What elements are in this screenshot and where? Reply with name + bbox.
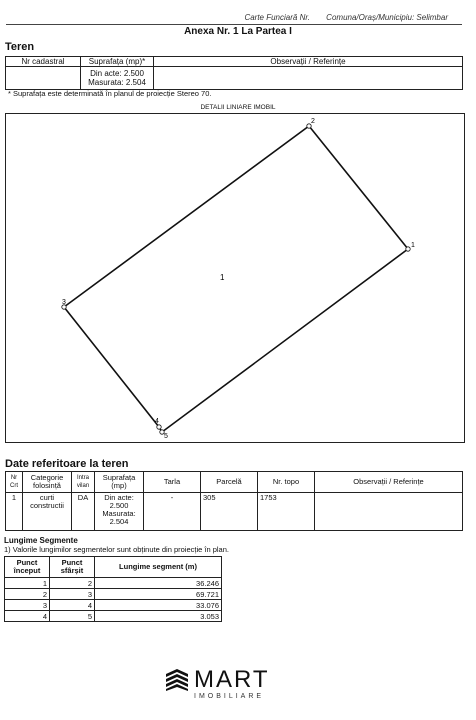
teren-suprafata-cell: [81, 67, 154, 90]
dr-header-observatii: Observații / Referințe: [315, 472, 463, 493]
teren-suprafata-masurata: Masurata: 2.504: [88, 78, 146, 87]
seg-start: 2: [5, 589, 50, 600]
logo-name: MART: [194, 666, 270, 693]
document-header: [230, 13, 448, 22]
dr-suprafata-acte: Din acte: 2.500: [104, 493, 134, 510]
dr-suprafata-masurata: Masurata: 2.504: [102, 509, 136, 526]
teren-title: Teren: [5, 41, 35, 53]
seg-start: 3: [5, 600, 50, 611]
parcel-label: 1: [220, 273, 225, 282]
segments-subtitle: 1) Valorile lungimilor segmentelor sunt obținute din proiecție în plan.: [4, 545, 229, 554]
seg-length: 33.076: [95, 600, 222, 611]
table-row: [5, 589, 222, 600]
teren-header-nr-cadastral: Nr cadastral: [6, 57, 81, 67]
vertex-label: 5: [164, 433, 168, 440]
carte-funciara-label: Carte Funciară Nr.: [244, 13, 310, 22]
seg-length: 3.053: [95, 611, 222, 622]
vertex-marker: [157, 425, 161, 429]
seg-header-end: Punct sfârșit: [50, 557, 95, 578]
segments-table: [4, 556, 222, 622]
smart-logo-icon: [164, 668, 190, 692]
dr-intravilan: DA: [72, 493, 95, 531]
logo-subtitle: IMOBILIARE: [194, 693, 265, 700]
dr-header-parcela: Parcelă: [201, 472, 258, 493]
drawing-title: DETALII LINIARE IMOBIL: [200, 104, 276, 111]
dr-categorie: curti constructii: [23, 493, 72, 531]
seg-length: 36.246: [95, 578, 222, 589]
seg-end: 2: [50, 578, 95, 589]
table-row: [6, 493, 463, 531]
seg-header-start: Punct început: [5, 557, 50, 578]
table-row: [5, 578, 222, 589]
table-row: [5, 600, 222, 611]
dr-header-categorie: Categorie folosință: [23, 472, 72, 493]
vertex-label: 2: [311, 118, 315, 125]
teren-nr-cadastral: [6, 67, 81, 90]
annex-title: Anexa Nr. 1 La Partea I: [184, 26, 292, 37]
seg-end: 5: [50, 611, 95, 622]
date-referitoare-table: [5, 471, 463, 531]
dr-nr-crt: 1: [6, 493, 23, 531]
dr-header-tarla: Tarla: [144, 472, 201, 493]
teren-header-observatii: Observații / Referințe: [154, 57, 463, 67]
seg-end: 3: [50, 589, 95, 600]
dr-observatii: [315, 493, 463, 531]
dr-header-nr-topo: Nr. topo: [258, 472, 315, 493]
parcel-outline: [64, 126, 408, 432]
header-divider: [6, 24, 462, 25]
vertex-label: 3: [62, 299, 66, 306]
vertex-label: 1: [411, 242, 415, 249]
parcel-svg: [6, 114, 464, 442]
dr-tarla: -: [144, 493, 201, 531]
teren-suprafata-acte: Din acte: 2.500: [90, 69, 144, 78]
table-row: [6, 67, 463, 90]
dr-suprafata-cell: [95, 493, 144, 531]
teren-table: [5, 56, 463, 90]
locality-label: Comuna/Oraș/Municipiu: Selimbar: [326, 13, 448, 22]
vertex-label: 4: [155, 418, 159, 425]
teren-observatii: [154, 67, 463, 90]
dr-header-nr-crt: Nr Crt: [6, 472, 23, 493]
seg-header-length: Lungime segment (m): [95, 557, 222, 578]
dr-header-suprafata: Suprafața (mp): [95, 472, 144, 493]
seg-start: 4: [5, 611, 50, 622]
projection-note: * Suprafața este determinată în planul de proiecție Stereo 70.: [8, 89, 212, 98]
dr-header-intravilan: Intra vilan: [72, 472, 95, 493]
dr-nr-topo: 1753: [258, 493, 315, 531]
segments-title: Lungime Segmente: [4, 536, 78, 545]
teren-header-suprafata: Suprafața (mp)*: [81, 57, 154, 67]
date-referitoare-title: Date referitoare la teren: [5, 458, 129, 470]
dr-parcela: 305: [201, 493, 258, 531]
parcel-drawing: [5, 113, 465, 443]
table-row: [5, 611, 222, 622]
seg-length: 69.721: [95, 589, 222, 600]
vertex-marker: [406, 247, 410, 251]
seg-end: 4: [50, 600, 95, 611]
seg-start: 1: [5, 578, 50, 589]
